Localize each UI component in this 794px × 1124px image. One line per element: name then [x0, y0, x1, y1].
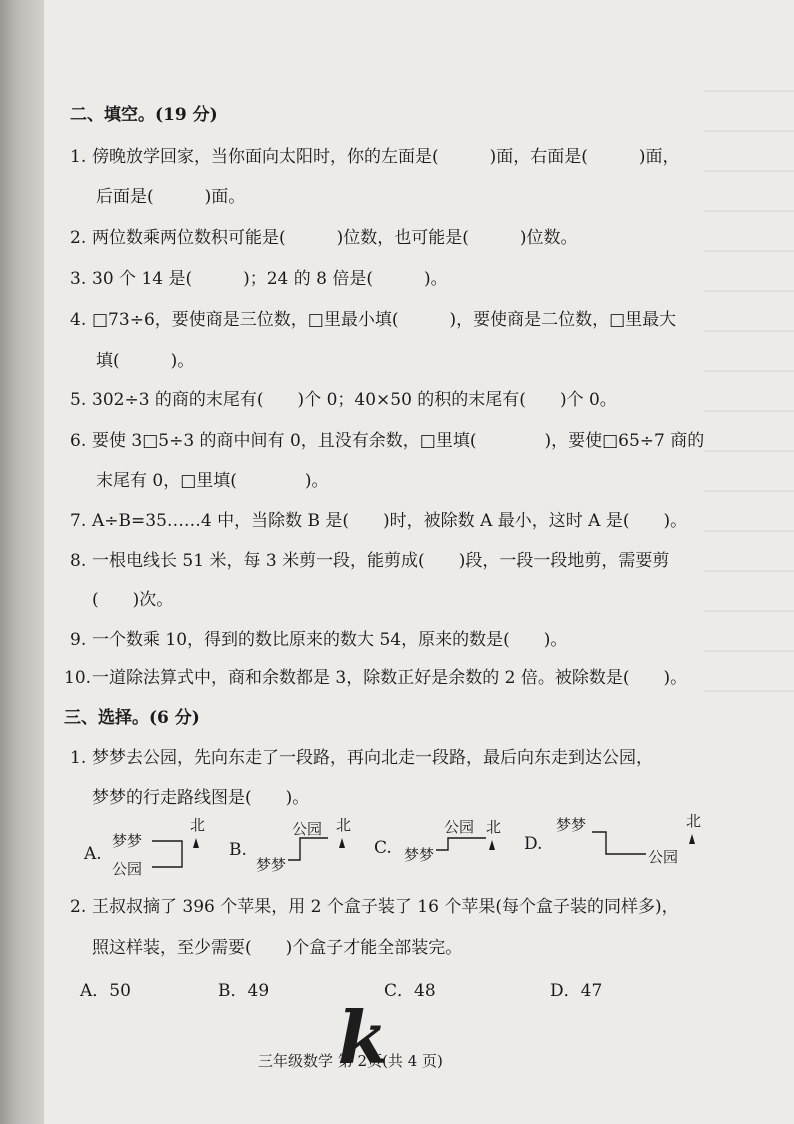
binding-edge: [0, 0, 44, 1124]
route-c-north: 北: [486, 818, 502, 836]
question-text: 傍晚放学回家，当你面向太阳时，你的左面是( )面，右面是( )面，: [92, 147, 680, 167]
route-c-start: 梦梦: [404, 846, 435, 864]
question-2-1-line2: 后面是( )面。: [96, 187, 246, 207]
route-a-end: 公园: [112, 860, 143, 878]
route-c-path: [436, 838, 486, 850]
question-2-6-line1: [70, 430, 704, 452]
question-2-4-line1: [70, 309, 676, 331]
question-text: 王叔叔摘了 396 个苹果，用 2 个盒子装了 16 个苹果(每个盒子装的同样多)，: [92, 897, 679, 917]
choice-value: 48: [414, 981, 436, 1001]
question-number: 9.: [70, 630, 87, 650]
question-3-2-line1: [70, 896, 679, 918]
choice-value: 50: [109, 981, 131, 1001]
bleed-through: [704, 90, 794, 730]
route-b-path: [288, 838, 328, 860]
route-diagram-a: [108, 812, 218, 886]
question-text: 两位数乘两位数积可能是( )位数，也可能是( )位数。: [92, 228, 578, 248]
route-b-north: 北: [336, 816, 352, 834]
north-arrow-icon: [689, 834, 695, 844]
k-watermark-logo: k: [338, 995, 388, 1080]
question-2-9: [70, 629, 567, 651]
question-number: 8.: [70, 551, 87, 571]
question-number: 6.: [70, 431, 87, 451]
route-a-start: 梦梦: [112, 832, 143, 850]
question-2-3: [70, 268, 448, 290]
section-title-fill-in: 二、填空。(19 分): [70, 105, 218, 125]
question-text: 一根电线长 51 米，每 3 米剪一段，能剪成( )段，一段一段地剪，需要剪: [92, 551, 670, 571]
question-3-2-line2: 照这样装，至少需要( )个盒子才能全部装完。: [92, 938, 463, 958]
question-2-2: [70, 227, 578, 249]
question-text: 一道除法算式中，商和余数都是 3，除数正好是余数的 2 倍。被除数是( )。: [92, 668, 688, 688]
question-number: 1.: [70, 748, 87, 768]
question-2-10: [64, 667, 687, 689]
question-number: 7.: [70, 511, 87, 531]
question-2-1-line1: [70, 146, 680, 168]
question-2-8-line1: [70, 550, 669, 572]
choice-label: D．: [550, 981, 581, 1001]
question-text: A÷B=35……4 中，当除数 B 是( )时，被除数 A 最小，这时 A 是( )。: [92, 511, 688, 531]
question-text: 302÷3 的商的末尾有( )个 0；40×50 的积的末尾有( )个 0。: [92, 390, 617, 410]
route-d-end: 公园: [648, 848, 679, 866]
question-text: 一个数乘 10，得到的数比原来的数大 54，原来的数是( )。: [92, 630, 568, 650]
choice-label: C．: [384, 981, 415, 1001]
choice-label: B．: [218, 981, 248, 1001]
option-d-label: D.: [524, 834, 543, 854]
route-diagram-b: [252, 808, 362, 882]
route-diagram-c: [400, 810, 510, 884]
option-b-label: B.: [229, 840, 247, 860]
question-number: 1.: [70, 147, 87, 167]
question-2-4-line2: 填( )。: [96, 351, 195, 371]
choice-d: [550, 976, 602, 1001]
route-d-north: 北: [686, 812, 702, 830]
route-d-start: 梦梦: [556, 816, 587, 834]
question-text: 30 个 14 是( )；24 的 8 倍是( )。: [92, 269, 448, 289]
question-text: □73÷6，要使商是三位数，□里最小填( )，要使商是二位数，□里最大: [92, 310, 677, 330]
question-number: 5.: [70, 390, 87, 410]
route-b-start: 梦梦: [256, 856, 287, 874]
choice-value: 49: [247, 981, 270, 1001]
question-2-8-line2: ( )次。: [92, 590, 174, 610]
question-2-6-line2: 末尾有 0，□里填( )。: [96, 471, 329, 491]
question-text: 要使 3□5÷3 的商中间有 0，且没有余数，□里填( )，要使□65÷7 商的: [92, 431, 705, 451]
question-3-1-line1: [70, 747, 653, 769]
option-c-label: C.: [374, 838, 392, 858]
route-diagram-d: [550, 806, 710, 880]
route-a-north: 北: [190, 816, 206, 834]
question-number: 4.: [70, 310, 87, 330]
choice-label: A．: [80, 981, 110, 1001]
question-text: 梦梦去公园，先向东走了一段路，再向北走一段路，最后向东走到达公园，: [92, 748, 653, 768]
route-d-path: [592, 832, 646, 854]
question-number: 2.: [70, 897, 87, 917]
question-number: 3.: [70, 269, 87, 289]
north-arrow-icon: [489, 840, 495, 850]
route-a-path: [152, 841, 182, 867]
question-number: 2.: [70, 228, 87, 248]
choice-b: [218, 976, 269, 1001]
question-number: 10.: [64, 668, 92, 688]
north-arrow-icon: [193, 838, 199, 848]
north-arrow-icon: [339, 838, 345, 848]
option-a-label: A.: [84, 844, 102, 864]
choice-value: 47: [580, 981, 603, 1001]
question-2-7: [70, 510, 687, 532]
page-footer: 三年级数学 第 2页(共 4 页): [258, 1052, 443, 1070]
section-title-choice: 三、选择。(6 分): [64, 708, 200, 728]
route-c-end: 公园: [444, 818, 475, 836]
route-b-end: 公园: [292, 820, 323, 838]
choice-a: [80, 976, 131, 1001]
question-2-5: [70, 389, 617, 411]
question-3-1-line2: 梦梦的行走路线图是( )。: [92, 788, 310, 808]
choice-c: [384, 976, 436, 1001]
